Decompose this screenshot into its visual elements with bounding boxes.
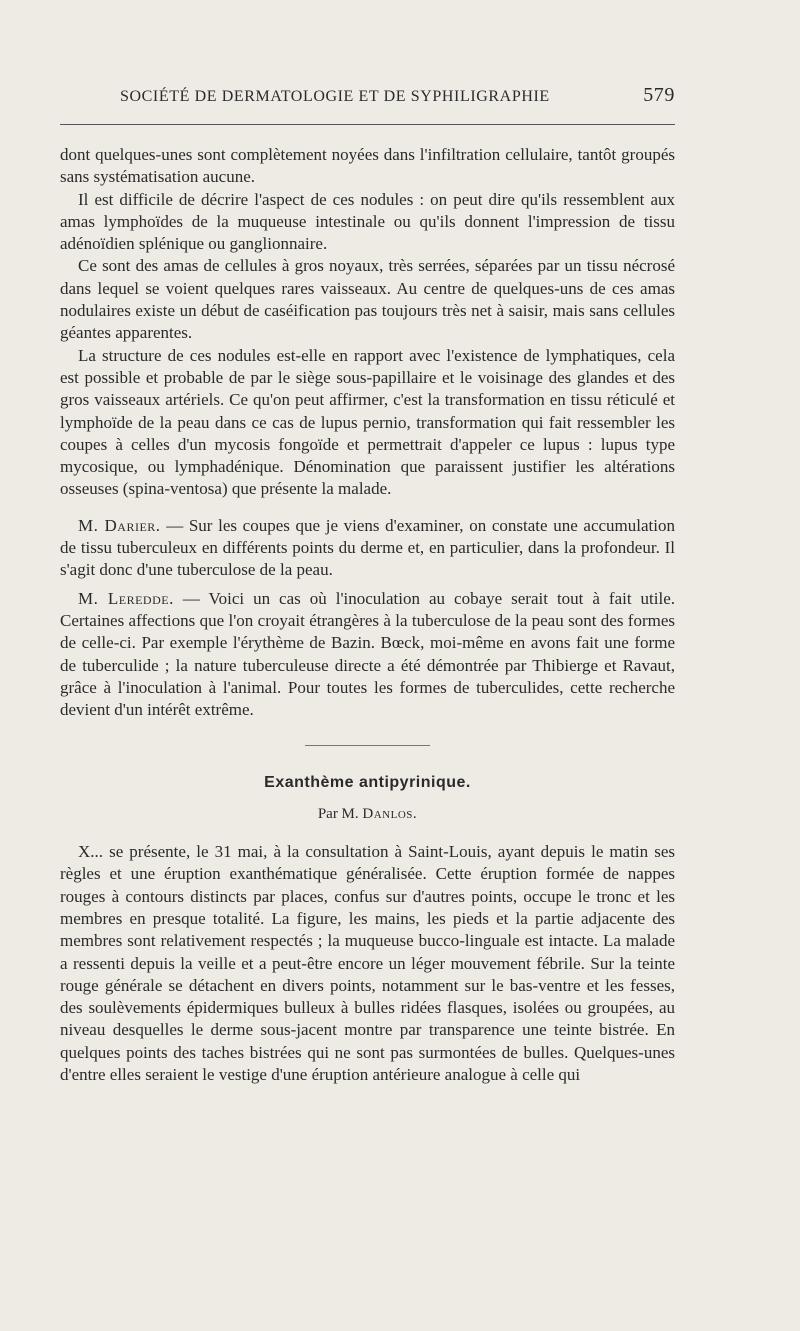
paragraph-cell-clusters: Ce sont des amas de cellules à gros noyaux, très serrées, séparées par un tissu nécrosé dans lequel se voient quelques rares vaisseaux. Au centre de quelques-uns de ces amas nodulaires existe un début de caséification pas toujours très net à saisir, mais sans cellules géantes apparentes. [60,256,675,343]
paragraph-structure: La structure de ces nodules est-elle en rapport avec l'existence de lymphatiques, cela est possible et probable de par le siège sous-papillaire et le voisinage des glandes et des gros vaisseaux artériels. Ce qu'on peut affirmer, c'est la transformation en tissu réticulé et lymphoïde de la peau dans ce cas de lupus pernio, transformation qui fait ressembler les coupes à celles d'un mycosis fongoïde et permettrait d'appeler ce lupus : lupus type mycosique, ou lymphadénique. Dénomination que paraissent justifier les altérations osseuses (spina-ventosa) que présente la malade. [60,345,675,499]
running-title: SOCIÉTÉ DE DERMATOLOGIE ET DE SYPHILIGRAPHIE [120,88,550,105]
byline-author: Danlos. [362,805,418,822]
speaker-leredde: M. Leredde. [78,588,174,608]
page-header [60,84,675,116]
case-description: X... se présente, le 31 mai, à la consultation à Saint-Louis, ayant depuis le matin ses règles et une éruption exanthématique généralisée. Cette éruption formée de nappes rouges à contours distincts par places, confus sur d'autres points, occupe le tronc et les membres en presque totalité. La figure, les mains, les pieds et la partie adjacente des membres sont relativement respectés ; la muqueuse bucco-linguale est intacte. La malade a ressenti depuis la veille et a peut-être encore un léger mouvement fébrile. Sur la teinte rouge générale se détachent en divers points, notamment sur le bas-ventre et les fesses, des soulèvements épidermiques bulleux à bulles ridées flasques, isolées ou groupées, au niveau desquelles le derme sous-jacent montre par transparence une teinte bistrée. En quelques points des taches bistrées qui ne sont pas surmontées de bulles. Quelques-unes d'entre elles seraient le vestige d'une éruption antérieure analogue à celle qui [60,842,675,1084]
spacer [60,501,675,515]
remark-leredde-text: — Voici un cas où l'inoculation au cobaye serait tout à fait utile. Certaines affections que l'on croyait étrangères à la tuberculose de la peau sont des formes de celle-ci. Par exemple l'érythème de Bazin. Bœck, moi-même en avons fait une forme de tuberculide ; la nature tuberculeuse directe a été démontrée par Thibierge et Ravaut, grâce à l'inoculation à l'animal. Pour toutes les formes de tuberculides, cette recherche devient d'un intérêt extrême. [60,588,676,720]
page-body [60,144,675,1086]
remark-leredde [60,588,675,722]
remark-darier [60,515,675,582]
section-byline [60,803,675,825]
section-separator [305,745,430,746]
page-number: 579 [643,84,675,106]
header-rule [60,124,675,125]
paragraph-continuation: dont quelques-unes sont complètement noyées dans l'infiltration cellulaire, tantôt groupés sans systématisation aucune. [60,145,675,187]
paragraph-nodules-aspect: Il est difficile de décrire l'aspect de ces nodules : on peut dire qu'ils ressemblent aux amas lymphoïdes de la muqueuse intestinale ou qu'ils donnent l'impression de tissu adénoïdien splénique ou ganglionnaire. [60,189,675,254]
remark-darier-text: — Sur les coupes que je viens d'examiner, on constate une accumulation de tissu tuberculeux en différents points du derme et, en particulier, dans la profondeur. Il s'agit donc d'une tuberculose de la peau. [60,515,675,580]
section-title: Exanthème antipyrinique. [264,774,471,792]
byline-prefix: Par M. [317,805,359,822]
speaker-darier: M. Darier. [78,515,161,535]
